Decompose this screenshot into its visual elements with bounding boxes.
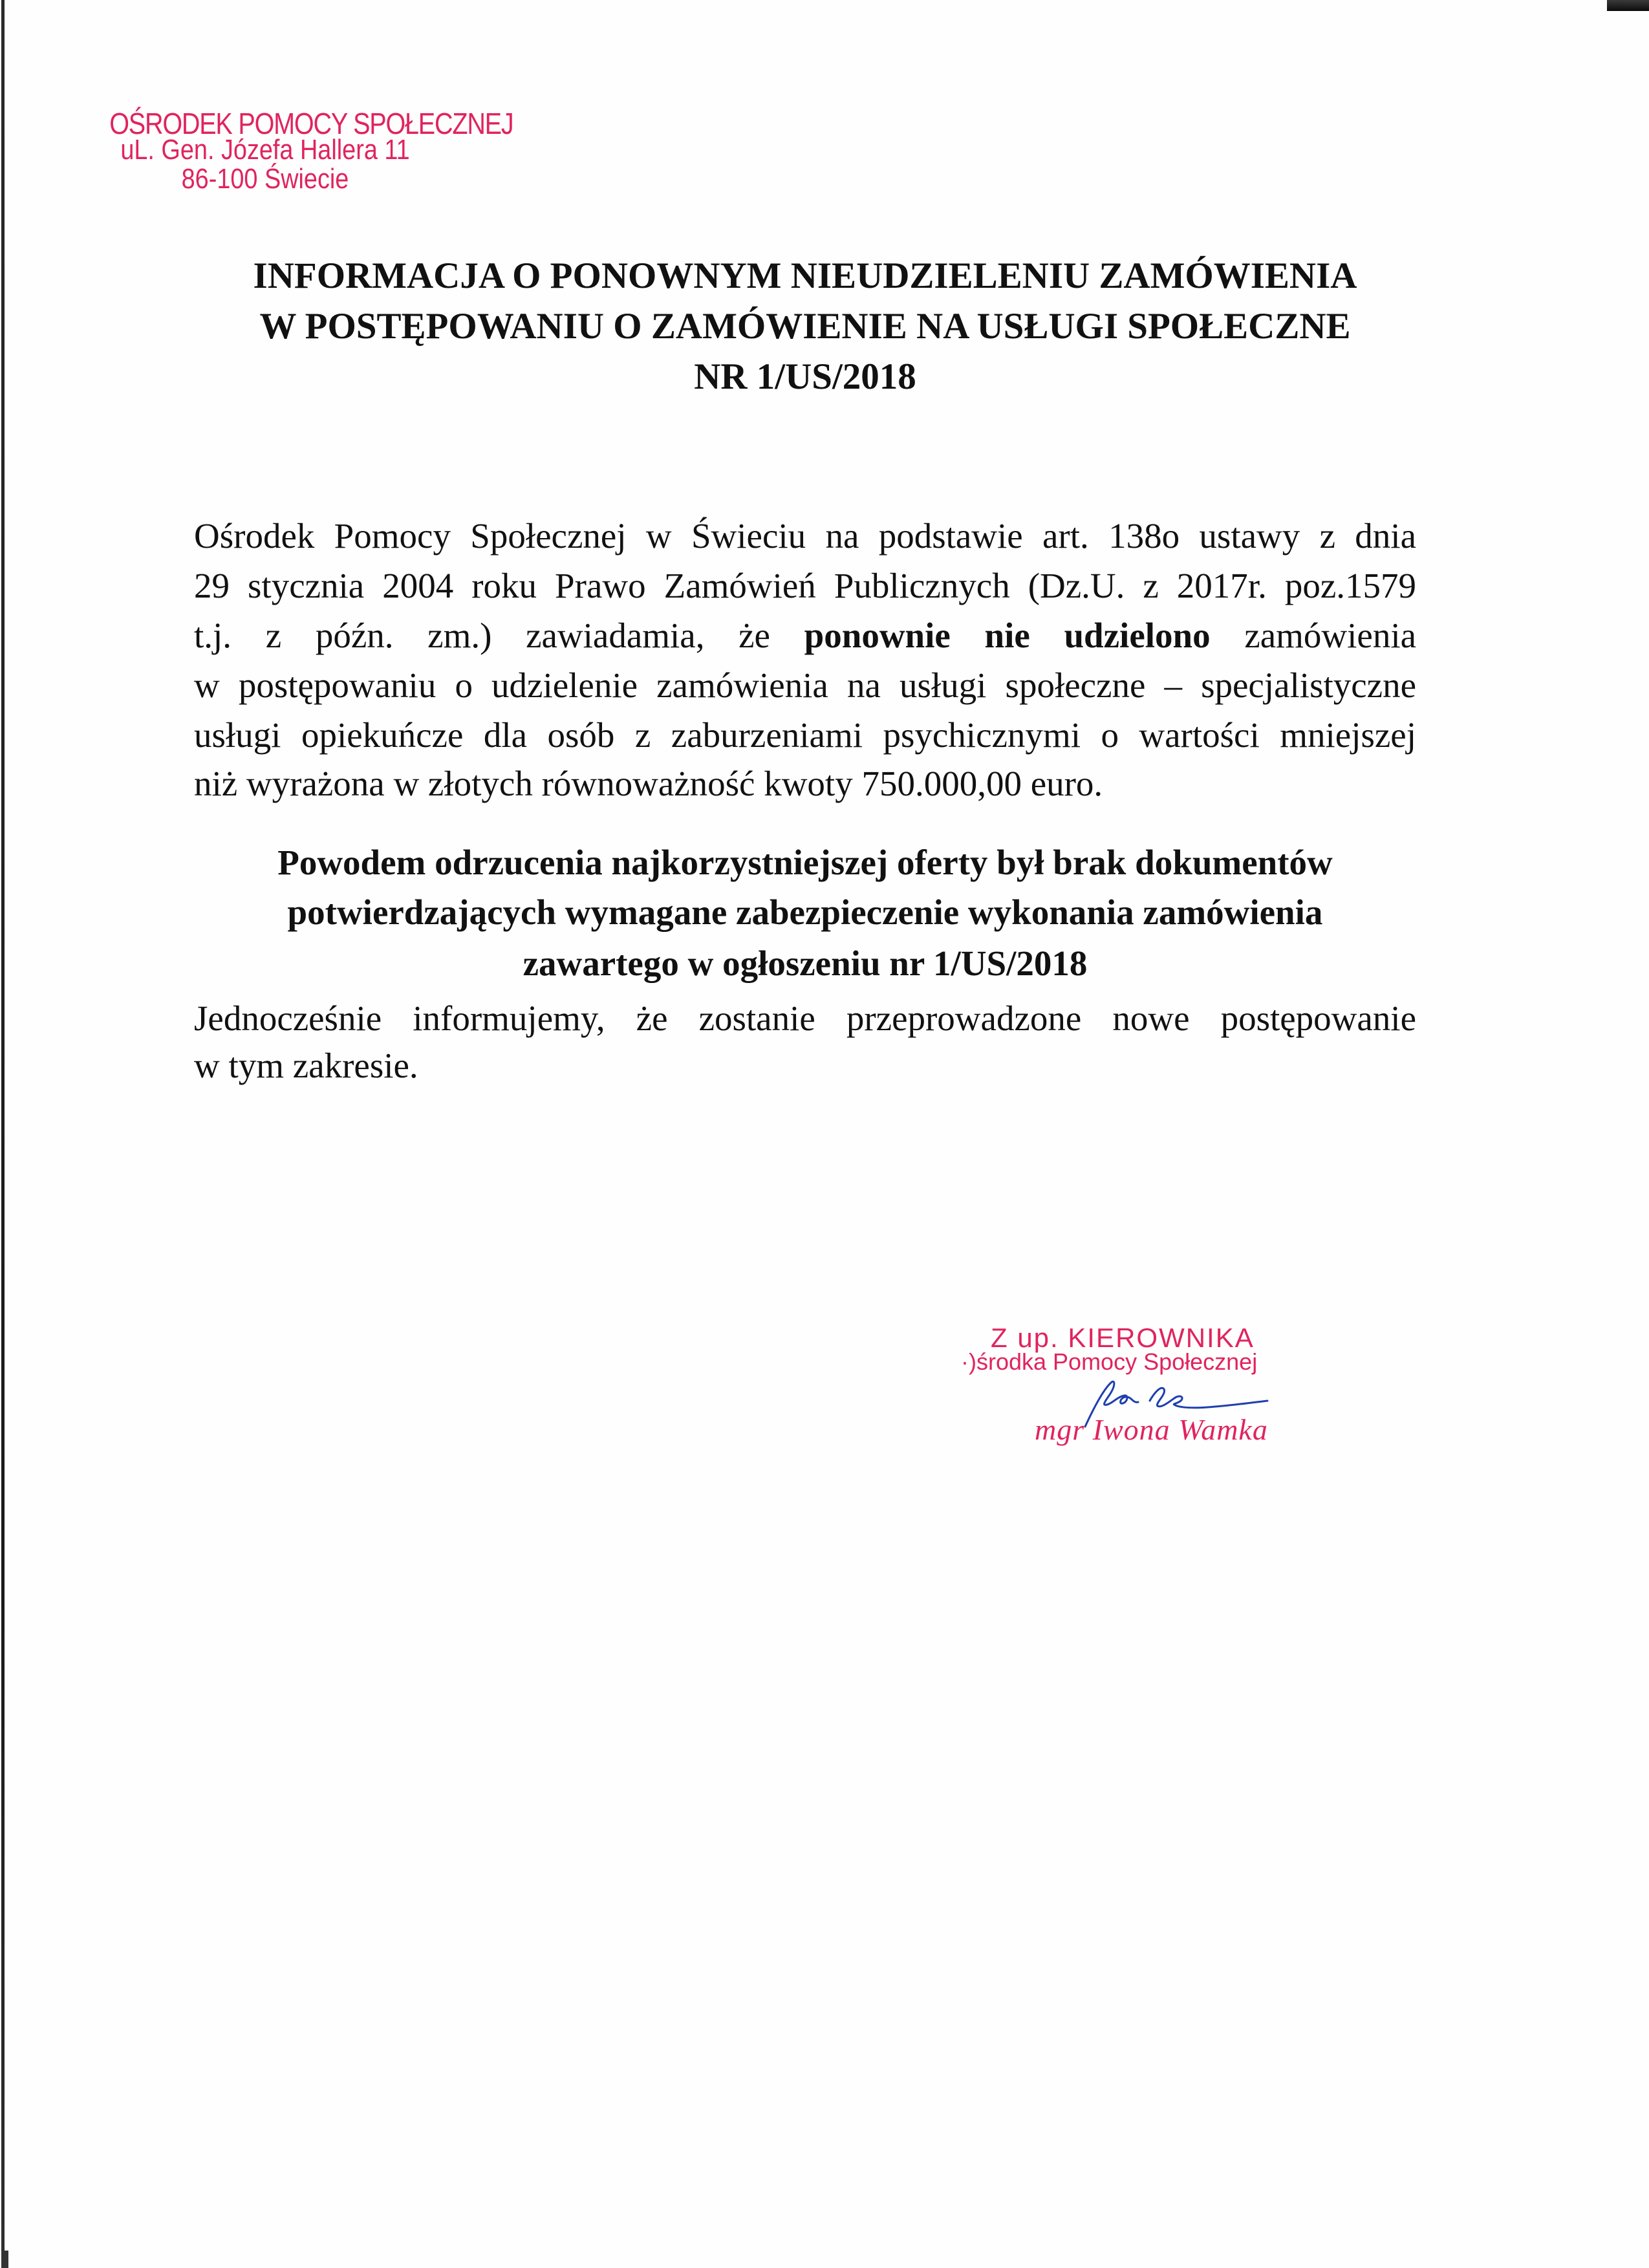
paragraph-notice-line: usługi opiekuńcze dla osób z zaburzeniami psychicznymi o wartości mniejszej — [194, 715, 1416, 755]
paragraph-reason-line: zawartego w ogłoszeniu nr 1/US/2018 — [523, 944, 1088, 983]
notice-text: zamówienia — [1244, 616, 1417, 655]
signature-stamp-signatory: mgr Iwona Wamka — [1035, 1413, 1268, 1446]
document-title-line-1: INFORMACJA O PONOWNYM NIEUDZIELENIU ZAMÓWIENIA — [253, 255, 1357, 296]
notice-emphasis: ponownie nie udzielono — [804, 616, 1211, 655]
stamp-street-address: uL. Gen. Józefa Hallera 11 — [120, 134, 410, 166]
scan-edge-left-bottom — [1, 2251, 8, 2268]
document-title-number: NR 1/US/2018 — [694, 356, 916, 397]
paragraph-notice-line: 29 stycznia 2004 roku Prawo Zamówień Publicznych (Dz.U. z 2017r. poz.1579 — [194, 566, 1416, 605]
signature-stamp-institution: ·)środka Pomocy Społecznej — [961, 1348, 1258, 1375]
signature-stamp-authority: Z up. KIEROWNIKA — [991, 1323, 1255, 1353]
paragraph-announcement-line: w tym zakresie. — [194, 1046, 418, 1085]
paragraph-notice-line — [194, 618, 1416, 653]
paragraph-notice-line: Ośrodek Pomocy Społecznej w Świeciu na podstawie art. 138o ustawy z dnia — [194, 516, 1416, 556]
document-title-line-2: W POSTĘPOWANIU O ZAMÓWIENIE NA USŁUGI SPOŁECZNE — [259, 306, 1351, 347]
paragraph-notice-line: niż wyrażona w złotych równoważność kwoty 750.000,00 euro. — [194, 764, 1103, 803]
stamp-institution-name: OŚRODEK POMOCY SPOŁECZNEJ — [109, 107, 513, 140]
scan-edge-left — [1, 0, 5, 2268]
paragraph-reason-line: potwierdzających wymagane zabezpieczenie wykonania zamówienia — [287, 892, 1323, 932]
paragraph-reason-line: Powodem odrzucenia najkorzystniejszej oferty był brak dokumentów — [277, 843, 1333, 882]
scan-corner-mark — [1607, 0, 1649, 11]
stamp-postal-city: 86-100 Świecie — [181, 163, 349, 195]
paragraph-announcement-line: Jednocześnie informujemy, że zostanie przeprowadzone nowe postępowanie — [194, 999, 1416, 1038]
notice-text: t.j. z późn. zm.) zawiadamia, że — [194, 616, 770, 655]
paragraph-notice-line: w postępowaniu o udzielenie zamówienia na usługi społeczne – specjalistyczne — [194, 665, 1416, 705]
